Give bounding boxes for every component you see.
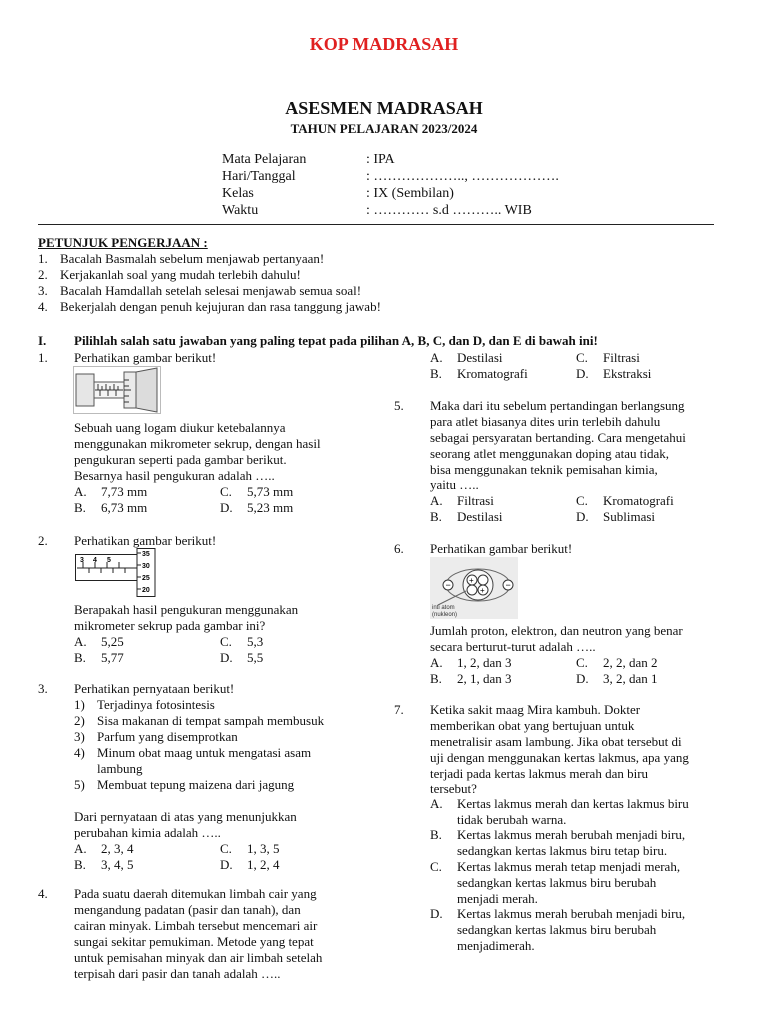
atom-figure — [430, 557, 518, 619]
q7-option-d: sedangkan kertas lakmus biru berubah — [457, 922, 657, 937]
q6-option-letter: D. — [576, 671, 589, 686]
q2-option-letter: A. — [74, 634, 87, 649]
info-value-class: : IX (Sembilan) — [366, 186, 454, 201]
fig2-label: 20 — [142, 587, 150, 594]
q5-number: 5. — [394, 398, 404, 413]
q4-option-d: Ekstraksi — [603, 366, 652, 381]
q5-option-a: Filtrasi — [457, 493, 494, 508]
q3-item: lambung — [97, 761, 143, 776]
electron-icon: − — [505, 580, 511, 590]
q2-option-letter: D. — [220, 650, 233, 665]
q3-option-b: 3, 4, 5 — [101, 857, 134, 872]
q6-option-c: 2, 2, dan 2 — [603, 655, 658, 670]
q6-intro: Perhatikan gambar berikut! — [430, 541, 573, 556]
q5-option-letter: B. — [430, 509, 442, 524]
q3-option-c: 1, 3, 5 — [247, 841, 280, 856]
q7-number: 7. — [394, 702, 404, 717]
q1-option-b: 6,73 mm — [101, 500, 148, 515]
q1-option-letter: B. — [74, 500, 86, 515]
micrometer-figure-1 — [73, 366, 161, 414]
q7-option-d: Kertas lakmus merah berubah menjadi biru, — [457, 906, 686, 921]
fig6-caption: (nukleon) — [432, 612, 458, 618]
q4-option-letter: B. — [430, 366, 442, 381]
q6-text: secara berturut-turut adalah ….. — [430, 639, 596, 654]
q7-option-a: tidak berubah warna. — [457, 812, 567, 827]
q7-text: uji dengan menggunakan kertas lakmus, apa yang — [430, 750, 689, 765]
q2-number: 2. — [38, 533, 48, 548]
q4-number: 4. — [38, 886, 48, 901]
info-label-time: Waktu — [222, 203, 259, 218]
q2-text: Berapakah hasil pengukuran menggunakan — [74, 602, 299, 617]
q3-item-num: 2) — [74, 713, 85, 728]
q6-option-a: 1, 2, dan 3 — [457, 655, 512, 670]
q1-number: 1. — [38, 350, 48, 365]
q5-option-d: Sublimasi — [603, 509, 656, 524]
q3-text: perubahan kimia adalah ….. — [74, 825, 221, 840]
q2-option-d: 5,5 — [247, 650, 264, 665]
q7-text: terjadi pada kertas lakmus merah dan biru — [430, 766, 649, 781]
petunjuk-item: Bacalah Basmalah sebelum menjawab pertanyaan! — [60, 251, 325, 266]
q7-text: tersebut? — [430, 781, 477, 796]
q4-option-letter: A. — [430, 350, 443, 365]
q5-text: seorang atlet menggunakan doping atau tidak, — [430, 446, 669, 461]
q2-text: mikrometer sekrup pada gambar ini? — [74, 618, 266, 633]
q3-option-a: 2, 3, 4 — [101, 841, 134, 856]
q7-option-c: menjadi merah. — [457, 891, 538, 906]
q3-option-letter: D. — [220, 857, 233, 872]
fig2-label: 25 — [142, 575, 150, 582]
q7-text: memberikan obat yang bertujuan untuk — [430, 718, 635, 733]
petunjuk-num: 3. — [38, 283, 48, 298]
q5-text: sebagai persyaratan bertanding. Cara mengetahui — [430, 430, 686, 445]
q3-text: Dari pernyataan di atas yang menunjukkan — [74, 809, 297, 824]
section-instruction: Pilihlah salah satu jawaban yang paling tepat pada pilihan A, B, C, dan D, dan E di bawah ini! — [74, 333, 598, 348]
q4-text: untuk pemisahan minyak dan air limbah setelah — [74, 950, 323, 965]
q6-text: Jumlah proton, elektron, dan neutron yang benar — [430, 623, 683, 638]
q5-option-c: Kromatografi — [603, 493, 674, 508]
q7-option-letter: C. — [430, 859, 442, 874]
fig2-label: 30 — [142, 563, 150, 570]
q3-item: Terjadinya fotosintesis — [97, 697, 215, 712]
q7-text: Ketika sakit maag Mira kambuh. Dokter — [430, 702, 641, 717]
q1-text: Sebuah uang logam diukur ketebalannya — [74, 420, 286, 435]
fig2-label: 3 — [80, 557, 84, 564]
q5-text: Maka dari itu sebelum pertandingan berlangsung — [430, 398, 685, 413]
info-label-subject: Mata Pelajaran — [222, 152, 307, 167]
q6-number: 6. — [394, 541, 404, 556]
q1-text: menggunakan mikrometer sekrup, dengan hasil — [74, 436, 321, 451]
q1-option-letter: C. — [220, 484, 232, 499]
q4-text: Pada suatu daerah ditemukan limbah cair yang — [74, 886, 317, 901]
q3-option-letter: A. — [74, 841, 87, 856]
exam-title: ASESMEN MADRASAH — [285, 98, 483, 118]
q3-item: Membuat tepung maizena dari jagung — [97, 777, 295, 792]
q2-intro: Perhatikan gambar berikut! — [74, 533, 217, 548]
q5-text: bisa menggunakan teknik pemisahan kimia, — [430, 462, 658, 477]
q3-item: Sisa makanan di tempat sampah membusuk — [97, 713, 325, 728]
q3-item-num: 5) — [74, 777, 85, 792]
info-value-time: : ………… s.d ……….. WIB — [366, 203, 532, 218]
q7-option-letter: B. — [430, 827, 442, 842]
q1-option-c: 5,73 mm — [247, 484, 294, 499]
q4-text: sungai sekitar pemukiman. Metode yang tepat — [74, 934, 314, 949]
petunjuk-title: PETUNJUK PENGERJAAN : — [38, 235, 208, 250]
q7-option-letter: A. — [430, 796, 443, 811]
info-label-class: Kelas — [222, 186, 254, 201]
q4-option-c: Filtrasi — [603, 350, 640, 365]
fig6-caption: inti atom — [432, 605, 455, 611]
q7-option-c: Kertas lakmus merah tetap menjadi merah, — [457, 859, 681, 874]
q3-intro: Perhatikan pernyataan berikut! — [74, 681, 235, 696]
q7-option-a: Kertas lakmus merah dan kertas lakmus biru — [457, 796, 689, 811]
info-value-subject: : IPA — [366, 152, 395, 167]
petunjuk-num: 4. — [38, 299, 48, 314]
q3-item-num: 1) — [74, 697, 85, 712]
micrometer-figure-2 — [75, 548, 157, 598]
q3-option-letter: C. — [220, 841, 232, 856]
info-value-date: : ……………….., ………………. — [366, 169, 559, 184]
q4-option-b: Kromatografi — [457, 366, 528, 381]
q3-item: Parfum yang disemprotkan — [97, 729, 238, 744]
kop-madrasah: KOP MADRASAH — [309, 34, 459, 54]
q3-option-letter: B. — [74, 857, 86, 872]
q3-item-num: 3) — [74, 729, 85, 744]
q1-option-a: 7,73 mm — [101, 484, 148, 499]
electron-icon: − — [445, 580, 451, 590]
q2-option-letter: C. — [220, 634, 232, 649]
exam-year: TAHUN PELAJARAN 2023/2024 — [290, 121, 478, 136]
q5-option-letter: C. — [576, 493, 588, 508]
q7-option-b: sedangkan kertas lakmus biru tetap biru. — [457, 843, 668, 858]
petunjuk-item: Bacalah Hamdallah setelah selesai menjawab semua soal! — [60, 283, 362, 298]
q1-intro: Perhatikan gambar berikut! — [74, 350, 217, 365]
q3-number: 3. — [38, 681, 48, 696]
q2-option-c: 5,3 — [247, 634, 264, 649]
q6-option-letter: A. — [430, 655, 443, 670]
q4-text: terpisah dari pasir dan tanah adalah ….. — [74, 966, 281, 981]
proton-icon: + — [480, 586, 485, 595]
fig2-label: 35 — [142, 551, 150, 558]
q5-option-letter: A. — [430, 493, 443, 508]
q4-option-a: Destilasi — [457, 350, 503, 365]
info-label-date: Hari/Tanggal — [222, 169, 296, 184]
q1-option-d: 5,23 mm — [247, 500, 294, 515]
q4-option-letter: D. — [576, 366, 589, 381]
section-number: I. — [38, 333, 47, 348]
q2-option-b: 5,77 — [101, 650, 124, 665]
q1-text: Besarnya hasil pengukuran adalah ….. — [74, 468, 275, 483]
q7-option-b: Kertas lakmus merah berubah menjadi biru, — [457, 827, 686, 842]
q6-option-letter: B. — [430, 671, 442, 686]
petunjuk-num: 2. — [38, 267, 48, 282]
q2-option-letter: B. — [74, 650, 86, 665]
q6-option-b: 2, 1, dan 3 — [457, 671, 512, 686]
q5-text: yaitu ….. — [430, 477, 479, 492]
q3-item-num: 4) — [74, 745, 85, 760]
petunjuk-num: 1. — [38, 251, 48, 266]
q4-text: mengandung padatan (pasir dan tanah), dan — [74, 902, 301, 917]
q1-text: pengukuran seperti pada gambar berikut. — [74, 452, 287, 467]
fig2-label: 5 — [107, 557, 111, 564]
petunjuk-item: Kerjakanlah soal yang mudah terlebih dahulu! — [60, 267, 301, 282]
q4-text: cairan minyak. Limbah tersebut mencemari air — [74, 918, 318, 933]
q5-option-letter: D. — [576, 509, 589, 524]
q5-option-b: Destilasi — [457, 509, 503, 524]
header-divider — [38, 224, 714, 225]
q7-option-d: menjadimerah. — [457, 938, 535, 953]
q7-option-c: sedangkan kertas lakmus biru berubah — [457, 875, 657, 890]
q2-option-a: 5,25 — [101, 634, 124, 649]
q5-text: para atlet biasanya dites urin terlebih dahulu — [430, 414, 661, 429]
q3-option-d: 1, 2, 4 — [247, 857, 280, 872]
q4-option-letter: C. — [576, 350, 588, 365]
q7-text: menetralisir asam lambung. Jika obat tersebut di — [430, 734, 682, 749]
proton-icon: + — [469, 576, 474, 585]
fig2-label: 4 — [93, 557, 97, 564]
q1-option-letter: D. — [220, 500, 233, 515]
q1-option-letter: A. — [74, 484, 87, 499]
q3-item: Minum obat maag untuk mengatasi asam — [97, 745, 312, 760]
petunjuk-item: Bekerjalah dengan penuh kejujuran dan rasa tanggung jawab! — [60, 299, 381, 314]
q7-option-letter: D. — [430, 906, 443, 921]
q6-option-d: 3, 2, dan 1 — [603, 671, 658, 686]
q6-option-letter: C. — [576, 655, 588, 670]
